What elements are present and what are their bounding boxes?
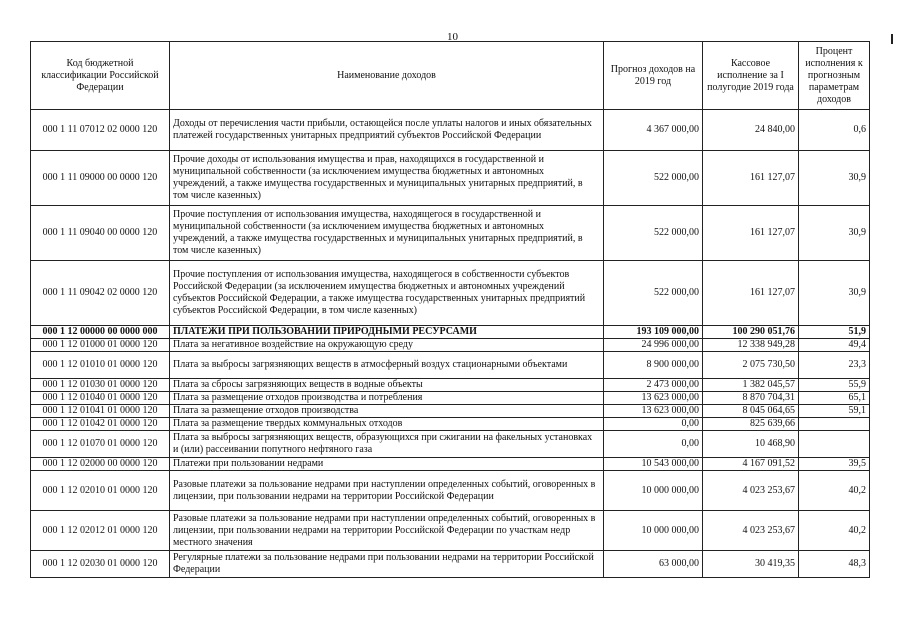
table-row <box>31 405 870 418</box>
row-cash: 24 840,00 <box>703 110 799 151</box>
table-row <box>31 458 870 471</box>
row-cash: 2 075 730,50 <box>703 352 799 379</box>
table-row <box>31 471 870 511</box>
row-cash: 4 167 091,52 <box>703 458 799 471</box>
row-code: 000 1 11 09000 00 0000 120 <box>31 151 170 206</box>
row-percent: 40,2 <box>799 511 870 551</box>
row-forecast: 522 000,00 <box>604 261 703 326</box>
row-code: 000 1 12 02000 00 0000 120 <box>31 458 170 471</box>
row-code: 000 1 12 01070 01 0000 120 <box>31 431 170 458</box>
row-name: Платежи при пользовании недрами <box>170 458 604 471</box>
row-percent <box>799 431 870 458</box>
table-row <box>31 392 870 405</box>
row-name: ПЛАТЕЖИ ПРИ ПОЛЬЗОВАНИИ ПРИРОДНЫМИ РЕСУРСАМИ <box>170 326 604 339</box>
table-row <box>31 339 870 352</box>
header-code: Код бюджетной классификации Российской Федерации <box>31 42 170 110</box>
row-code: 000 1 12 02010 01 0000 120 <box>31 471 170 511</box>
row-percent: 0,6 <box>799 110 870 151</box>
row-code: 000 1 12 01030 01 0000 120 <box>31 379 170 392</box>
header-row <box>31 42 870 110</box>
table-row <box>31 151 870 206</box>
row-code: 000 1 12 01040 01 0000 120 <box>31 392 170 405</box>
row-percent: 30,9 <box>799 206 870 261</box>
row-forecast: 10 543 000,00 <box>604 458 703 471</box>
row-cash: 825 639,66 <box>703 418 799 431</box>
row-forecast: 0,00 <box>604 418 703 431</box>
row-code: 000 1 11 07012 02 0000 120 <box>31 110 170 151</box>
row-forecast: 8 900 000,00 <box>604 352 703 379</box>
header-name: Наименование доходов <box>170 42 604 110</box>
page-number: 10 <box>447 31 458 43</box>
row-cash: 10 468,90 <box>703 431 799 458</box>
row-forecast: 522 000,00 <box>604 151 703 206</box>
row-name: Прочие поступления от использования имущества, находящегося в собственности субъектов Российской Федерации (за исключением имущества бюджетных и автономных учреждений субъектов Российской Федерации, а также имущества государственных унитарных предприятий субъектов Российской Федерации, в том числе казенных) <box>170 261 604 326</box>
table-row <box>31 511 870 551</box>
row-cash: 161 127,07 <box>703 261 799 326</box>
table-row <box>31 352 870 379</box>
row-name: Прочие доходы от использования имущества и прав, находящихся в государственной и муниципальной собственности (за исключением имущества бюджетных и автономных учреждений, а также имущества государственных и муниципальных унитарных предприятий, в том числе казенных) <box>170 151 604 206</box>
row-forecast: 522 000,00 <box>604 206 703 261</box>
row-code: 000 1 12 01000 01 0000 120 <box>31 339 170 352</box>
table-row <box>31 326 870 339</box>
row-name: Плата за сбросы загрязняющих веществ в водные объекты <box>170 379 604 392</box>
row-name: Плата за размещение отходов производства и потребления <box>170 392 604 405</box>
row-percent: 51,9 <box>799 326 870 339</box>
row-code: 000 1 12 00000 00 0000 000 <box>31 326 170 339</box>
table-row <box>31 418 870 431</box>
row-name: Плата за выбросы загрязняющих веществ в атмосферный воздух стационарными объектами <box>170 352 604 379</box>
row-forecast: 0,00 <box>604 431 703 458</box>
row-name: Плата за размещение твердых коммунальных отходов <box>170 418 604 431</box>
edge-mark <box>891 34 893 44</box>
row-percent: 65,1 <box>799 392 870 405</box>
row-name: Разовые платежи за пользование недрами при наступлении определенных событий, оговоренных в лицензии, при пользовании недрами на территории Российской Федерации по участкам недр местного значения <box>170 511 604 551</box>
row-percent <box>799 418 870 431</box>
row-percent: 49,4 <box>799 339 870 352</box>
table-row <box>31 431 870 458</box>
row-name: Плата за выбросы загрязняющих веществ, образующихся при сжигании на факельных установках и (или) рассеивании попутного нефтяного газа <box>170 431 604 458</box>
row-forecast: 10 000 000,00 <box>604 511 703 551</box>
row-percent: 48,3 <box>799 551 870 578</box>
header-percent: Процент исполнения к прогнозным параметрам доходов <box>799 42 870 110</box>
revenue-table <box>30 41 870 578</box>
row-forecast: 24 996 000,00 <box>604 339 703 352</box>
row-percent: 39,5 <box>799 458 870 471</box>
row-cash: 4 023 253,67 <box>703 471 799 511</box>
row-code: 000 1 12 01042 01 0000 120 <box>31 418 170 431</box>
row-forecast: 2 473 000,00 <box>604 379 703 392</box>
header-forecast: Прогноз доходов на 2019 год <box>604 42 703 110</box>
row-forecast: 13 623 000,00 <box>604 392 703 405</box>
row-code: 000 1 12 02012 01 0000 120 <box>31 511 170 551</box>
row-percent: 23,3 <box>799 352 870 379</box>
row-cash: 161 127,07 <box>703 151 799 206</box>
row-cash: 12 338 949,28 <box>703 339 799 352</box>
row-percent: 40,2 <box>799 471 870 511</box>
table-row <box>31 206 870 261</box>
row-code: 000 1 12 01010 01 0000 120 <box>31 352 170 379</box>
row-forecast: 10 000 000,00 <box>604 471 703 511</box>
row-percent: 30,9 <box>799 261 870 326</box>
row-cash: 4 023 253,67 <box>703 511 799 551</box>
row-percent: 30,9 <box>799 151 870 206</box>
row-cash: 30 419,35 <box>703 551 799 578</box>
row-code: 000 1 11 09040 00 0000 120 <box>31 206 170 261</box>
table-row <box>31 379 870 392</box>
row-name: Доходы от перечисления части прибыли, остающейся после уплаты налогов и иных обязательных платежей государственных унитарных предприятий субъектов Российской Федерации <box>170 110 604 151</box>
row-cash: 161 127,07 <box>703 206 799 261</box>
table-row <box>31 110 870 151</box>
header-cash: Кассовое исполнение за I полугодие 2019 года <box>703 42 799 110</box>
row-forecast: 13 623 000,00 <box>604 405 703 418</box>
row-code: 000 1 12 02030 01 0000 120 <box>31 551 170 578</box>
row-name: Плата за размещение отходов производства <box>170 405 604 418</box>
table-row <box>31 261 870 326</box>
row-forecast: 4 367 000,00 <box>604 110 703 151</box>
row-name: Разовые платежи за пользование недрами при наступлении определенных событий, оговоренных в лицензии, при пользовании недрами на территории Российской Федерации <box>170 471 604 511</box>
row-name: Регулярные платежи за пользование недрами при пользовании недрами на территории Российской Федерации <box>170 551 604 578</box>
row-code: 000 1 12 01041 01 0000 120 <box>31 405 170 418</box>
row-name: Плата за негативное воздействие на окружающую среду <box>170 339 604 352</box>
row-forecast: 193 109 000,00 <box>604 326 703 339</box>
row-forecast: 63 000,00 <box>604 551 703 578</box>
row-cash: 1 382 045,57 <box>703 379 799 392</box>
table-row <box>31 551 870 578</box>
row-percent: 59,1 <box>799 405 870 418</box>
row-cash: 100 290 051,76 <box>703 326 799 339</box>
row-cash: 8 045 064,65 <box>703 405 799 418</box>
row-percent: 55,9 <box>799 379 870 392</box>
row-code: 000 1 11 09042 02 0000 120 <box>31 261 170 326</box>
row-cash: 8 870 704,31 <box>703 392 799 405</box>
row-name: Прочие поступления от использования имущества, находящегося в государственной и муниципальной собственности (за исключением имущества бюджетных и автономных учреждений, а также имущества государственных и муниципальных унитарных предприятий, в том числе казенных) <box>170 206 604 261</box>
